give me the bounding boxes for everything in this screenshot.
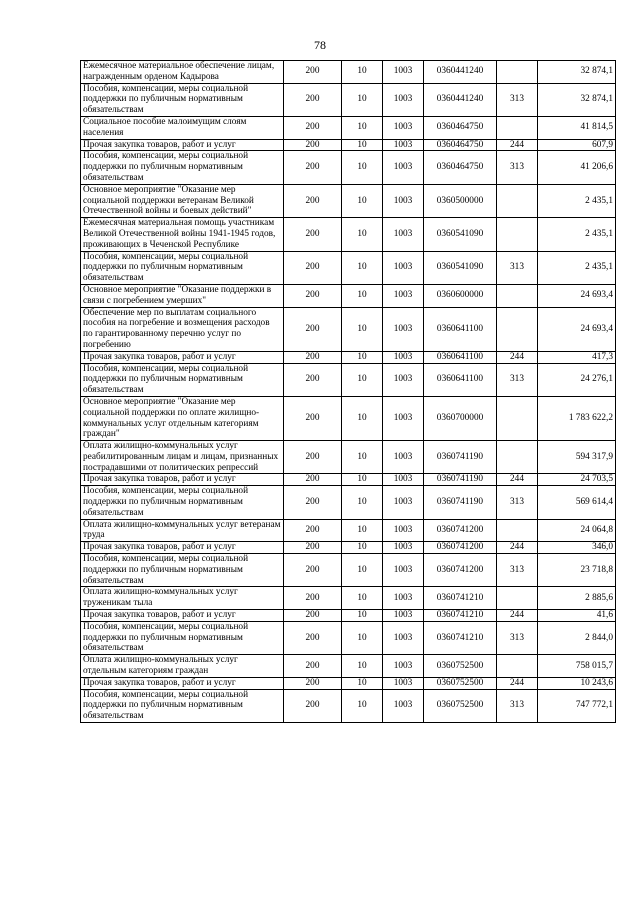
subsection-cell: 1003 (383, 116, 424, 139)
expense-type-cell: 313 (497, 689, 538, 722)
amount-cell: 1 783 622,2 (538, 396, 616, 440)
item-name-cell: Пособия, компенсации, меры социальной поддержки по публичным нормативным обязательствам (81, 363, 284, 396)
amount-cell: 2 885,6 (538, 587, 616, 610)
expense-type-cell: 244 (497, 351, 538, 363)
table-row (81, 218, 616, 251)
section-cell: 10 (342, 251, 383, 284)
subsection-cell: 1003 (383, 610, 424, 622)
target-article-cell: 0360464750 (424, 116, 497, 139)
admin-code-cell: 200 (284, 519, 342, 542)
item-name-cell: Оплата жилищно-коммунальных услуг реабилитированным лицам и лицам, признанных пострадавшими от политических репрессий (81, 441, 284, 474)
item-name-cell: Социальное пособие малоимущим слоям населения (81, 116, 284, 139)
admin-code-cell: 200 (284, 307, 342, 351)
target-article-cell: 0360752500 (424, 655, 497, 678)
table-row (81, 363, 616, 396)
target-article-cell: 0360741190 (424, 441, 497, 474)
item-name-cell: Обеспечение мер по выплатам социального пособия на погребение и возмещения расходов по гарантированному перечню услуг по погребению (81, 307, 284, 351)
admin-code-cell: 200 (284, 61, 342, 84)
target-article-cell: 0360464750 (424, 139, 497, 151)
section-cell: 10 (342, 689, 383, 722)
item-name-cell: Пособия, компенсации, меры социальной поддержки по публичным нормативным обязательствам (81, 486, 284, 519)
section-cell: 10 (342, 284, 383, 307)
amount-cell: 2 435,1 (538, 218, 616, 251)
target-article-cell: 0360741210 (424, 621, 497, 654)
admin-code-cell: 200 (284, 151, 342, 184)
section-cell: 10 (342, 554, 383, 587)
admin-code-cell: 200 (284, 116, 342, 139)
item-name-cell: Ежемесячная материальная помощь участникам Великой Отечественной войны 1941-1945 годов, проживающих в Чеченской Республике (81, 218, 284, 251)
amount-cell: 24 693,4 (538, 284, 616, 307)
amount-cell: 32 874,1 (538, 83, 616, 116)
table-row (81, 139, 616, 151)
item-name-cell: Прочая закупка товаров, работ и услуг (81, 351, 284, 363)
admin-code-cell: 200 (284, 554, 342, 587)
target-article-cell: 0360741200 (424, 519, 497, 542)
item-name-cell: Основное мероприятие "Оказание поддержки в связи с погребением умерших" (81, 284, 284, 307)
table-row (81, 474, 616, 486)
item-name-cell: Прочая закупка товаров, работ и услуг (81, 677, 284, 689)
subsection-cell: 1003 (383, 83, 424, 116)
item-name-cell: Пособия, компенсации, меры социальной поддержки по публичным нормативным обязательствам (81, 251, 284, 284)
table-row (81, 587, 616, 610)
amount-cell: 2 435,1 (538, 184, 616, 217)
expense-type-cell (497, 519, 538, 542)
expense-type-cell (497, 655, 538, 678)
item-name-cell: Пособия, компенсации, меры социальной поддержки по публичным нормативным обязательствам (81, 554, 284, 587)
subsection-cell: 1003 (383, 655, 424, 678)
table-row (81, 519, 616, 542)
admin-code-cell: 200 (284, 351, 342, 363)
expense-type-cell: 244 (497, 542, 538, 554)
target-article-cell: 0360741200 (424, 554, 497, 587)
subsection-cell: 1003 (383, 139, 424, 151)
target-article-cell: 0360752500 (424, 689, 497, 722)
admin-code-cell: 200 (284, 655, 342, 678)
subsection-cell: 1003 (383, 218, 424, 251)
expense-type-cell (497, 116, 538, 139)
amount-cell: 2 435,1 (538, 251, 616, 284)
amount-cell: 24 064,8 (538, 519, 616, 542)
item-name-cell: Пособия, компенсации, меры социальной поддержки по публичным нормативным обязательствам (81, 83, 284, 116)
table-row (81, 689, 616, 722)
admin-code-cell: 200 (284, 587, 342, 610)
section-cell: 10 (342, 610, 383, 622)
section-cell: 10 (342, 151, 383, 184)
target-article-cell: 0360500000 (424, 184, 497, 217)
section-cell: 10 (342, 519, 383, 542)
amount-cell: 24 693,4 (538, 307, 616, 351)
expense-type-cell (497, 218, 538, 251)
item-name-cell: Основное мероприятие "Оказание мер социальной поддержки по оплате жилищно-коммунальных услуг отдельным категориям граждан" (81, 396, 284, 440)
item-name-cell: Пособия, компенсации, меры социальной поддержки по публичным нормативным обязательствам (81, 689, 284, 722)
item-name-cell: Оплата жилищно-коммунальных услуг труженикам тыла (81, 587, 284, 610)
table-row (81, 251, 616, 284)
amount-cell: 41 206,6 (538, 151, 616, 184)
admin-code-cell: 200 (284, 441, 342, 474)
target-article-cell: 0360741210 (424, 587, 497, 610)
target-article-cell: 0360741190 (424, 486, 497, 519)
amount-cell: 417,3 (538, 351, 616, 363)
table-body (81, 61, 616, 723)
expense-type-cell: 313 (497, 83, 538, 116)
target-article-cell: 0360741190 (424, 474, 497, 486)
expense-type-cell: 244 (497, 610, 538, 622)
expense-type-cell: 313 (497, 151, 538, 184)
expense-type-cell: 313 (497, 251, 538, 284)
section-cell: 10 (342, 83, 383, 116)
admin-code-cell: 200 (284, 689, 342, 722)
section-cell: 10 (342, 307, 383, 351)
admin-code-cell: 200 (284, 363, 342, 396)
admin-code-cell: 200 (284, 83, 342, 116)
table-row (81, 83, 616, 116)
subsection-cell: 1003 (383, 689, 424, 722)
target-article-cell: 0360441240 (424, 83, 497, 116)
section-cell: 10 (342, 61, 383, 84)
target-article-cell: 0360541090 (424, 218, 497, 251)
subsection-cell: 1003 (383, 251, 424, 284)
table-row (81, 151, 616, 184)
table-row (81, 307, 616, 351)
section-cell: 10 (342, 351, 383, 363)
table-row (81, 396, 616, 440)
amount-cell: 569 614,4 (538, 486, 616, 519)
table-row (81, 116, 616, 139)
table-row (81, 351, 616, 363)
subsection-cell: 1003 (383, 284, 424, 307)
section-cell: 10 (342, 139, 383, 151)
table-row (81, 655, 616, 678)
item-name-cell: Пособия, компенсации, меры социальной поддержки по публичным нормативным обязательствам (81, 621, 284, 654)
subsection-cell: 1003 (383, 351, 424, 363)
admin-code-cell: 200 (284, 542, 342, 554)
target-article-cell: 0360641100 (424, 307, 497, 351)
subsection-cell: 1003 (383, 554, 424, 587)
section-cell: 10 (342, 218, 383, 251)
amount-cell: 10 243,6 (538, 677, 616, 689)
expense-type-cell: 244 (497, 139, 538, 151)
section-cell: 10 (342, 542, 383, 554)
target-article-cell: 0360641100 (424, 363, 497, 396)
table-row (81, 621, 616, 654)
admin-code-cell: 200 (284, 677, 342, 689)
page-number: 78 (314, 38, 326, 52)
expense-type-cell: 313 (497, 554, 538, 587)
target-article-cell: 0360700000 (424, 396, 497, 440)
section-cell: 10 (342, 116, 383, 139)
admin-code-cell: 200 (284, 251, 342, 284)
expense-type-cell: 313 (497, 486, 538, 519)
admin-code-cell: 200 (284, 396, 342, 440)
budget-table (80, 60, 616, 723)
subsection-cell: 1003 (383, 441, 424, 474)
admin-code-cell: 200 (284, 284, 342, 307)
subsection-cell: 1003 (383, 474, 424, 486)
amount-cell: 32 874,1 (538, 61, 616, 84)
target-article-cell: 0360641100 (424, 351, 497, 363)
section-cell: 10 (342, 441, 383, 474)
admin-code-cell: 200 (284, 621, 342, 654)
subsection-cell: 1003 (383, 621, 424, 654)
admin-code-cell: 200 (284, 486, 342, 519)
expense-type-cell (497, 307, 538, 351)
subsection-cell: 1003 (383, 61, 424, 84)
expense-type-cell (497, 396, 538, 440)
section-cell: 10 (342, 474, 383, 486)
expense-type-cell (497, 284, 538, 307)
subsection-cell: 1003 (383, 184, 424, 217)
section-cell: 10 (342, 655, 383, 678)
target-article-cell: 0360741200 (424, 542, 497, 554)
subsection-cell: 1003 (383, 151, 424, 184)
target-article-cell: 0360752500 (424, 677, 497, 689)
section-cell: 10 (342, 363, 383, 396)
subsection-cell: 1003 (383, 587, 424, 610)
table-row (81, 441, 616, 474)
amount-cell: 24 703,5 (538, 474, 616, 486)
amount-cell: 41 814,5 (538, 116, 616, 139)
expense-type-cell: 244 (497, 474, 538, 486)
expense-type-cell (497, 61, 538, 84)
table-row (81, 284, 616, 307)
amount-cell: 747 772,1 (538, 689, 616, 722)
subsection-cell: 1003 (383, 542, 424, 554)
table-row (81, 61, 616, 84)
expense-type-cell (497, 184, 538, 217)
table-row (81, 677, 616, 689)
target-article-cell: 0360464750 (424, 151, 497, 184)
subsection-cell: 1003 (383, 519, 424, 542)
subsection-cell: 1003 (383, 677, 424, 689)
amount-cell: 758 015,7 (538, 655, 616, 678)
item-name-cell: Прочая закупка товаров, работ и услуг (81, 542, 284, 554)
target-article-cell: 0360541090 (424, 251, 497, 284)
item-name-cell: Оплата жилищно-коммунальных услуг отдельным категориям граждан (81, 655, 284, 678)
admin-code-cell: 200 (284, 184, 342, 217)
item-name-cell: Прочая закупка товаров, работ и услуг (81, 610, 284, 622)
table-row (81, 554, 616, 587)
section-cell: 10 (342, 621, 383, 654)
item-name-cell: Ежемесячное материальное обеспечение лицам, награжденным орденом Кадырова (81, 61, 284, 84)
item-name-cell: Прочая закупка товаров, работ и услуг (81, 139, 284, 151)
table-row (81, 486, 616, 519)
subsection-cell: 1003 (383, 486, 424, 519)
table-row (81, 184, 616, 217)
expense-type-cell: 244 (497, 677, 538, 689)
item-name-cell: Основное мероприятие "Оказание мер социальной поддержки ветеранам Великой Отечественной войны и боевых действий" (81, 184, 284, 217)
target-article-cell: 0360741210 (424, 610, 497, 622)
table-row (81, 610, 616, 622)
expense-type-cell (497, 441, 538, 474)
section-cell: 10 (342, 587, 383, 610)
expense-type-cell (497, 587, 538, 610)
item-name-cell: Оплата жилищно-коммунальных услуг ветеранам труда (81, 519, 284, 542)
section-cell: 10 (342, 396, 383, 440)
amount-cell: 41,6 (538, 610, 616, 622)
amount-cell: 23 718,8 (538, 554, 616, 587)
admin-code-cell: 200 (284, 218, 342, 251)
target-article-cell: 0360441240 (424, 61, 497, 84)
section-cell: 10 (342, 486, 383, 519)
amount-cell: 24 276,1 (538, 363, 616, 396)
section-cell: 10 (342, 184, 383, 217)
subsection-cell: 1003 (383, 307, 424, 351)
amount-cell: 607,9 (538, 139, 616, 151)
amount-cell: 346,0 (538, 542, 616, 554)
subsection-cell: 1003 (383, 363, 424, 396)
expense-type-cell: 313 (497, 363, 538, 396)
admin-code-cell: 200 (284, 474, 342, 486)
item-name-cell: Прочая закупка товаров, работ и услуг (81, 474, 284, 486)
expense-type-cell: 313 (497, 621, 538, 654)
admin-code-cell: 200 (284, 610, 342, 622)
amount-cell: 2 844,0 (538, 621, 616, 654)
table-row (81, 542, 616, 554)
target-article-cell: 0360600000 (424, 284, 497, 307)
admin-code-cell: 200 (284, 139, 342, 151)
subsection-cell: 1003 (383, 396, 424, 440)
section-cell: 10 (342, 677, 383, 689)
item-name-cell: Пособия, компенсации, меры социальной поддержки по публичным нормативным обязательствам (81, 151, 284, 184)
amount-cell: 594 317,9 (538, 441, 616, 474)
